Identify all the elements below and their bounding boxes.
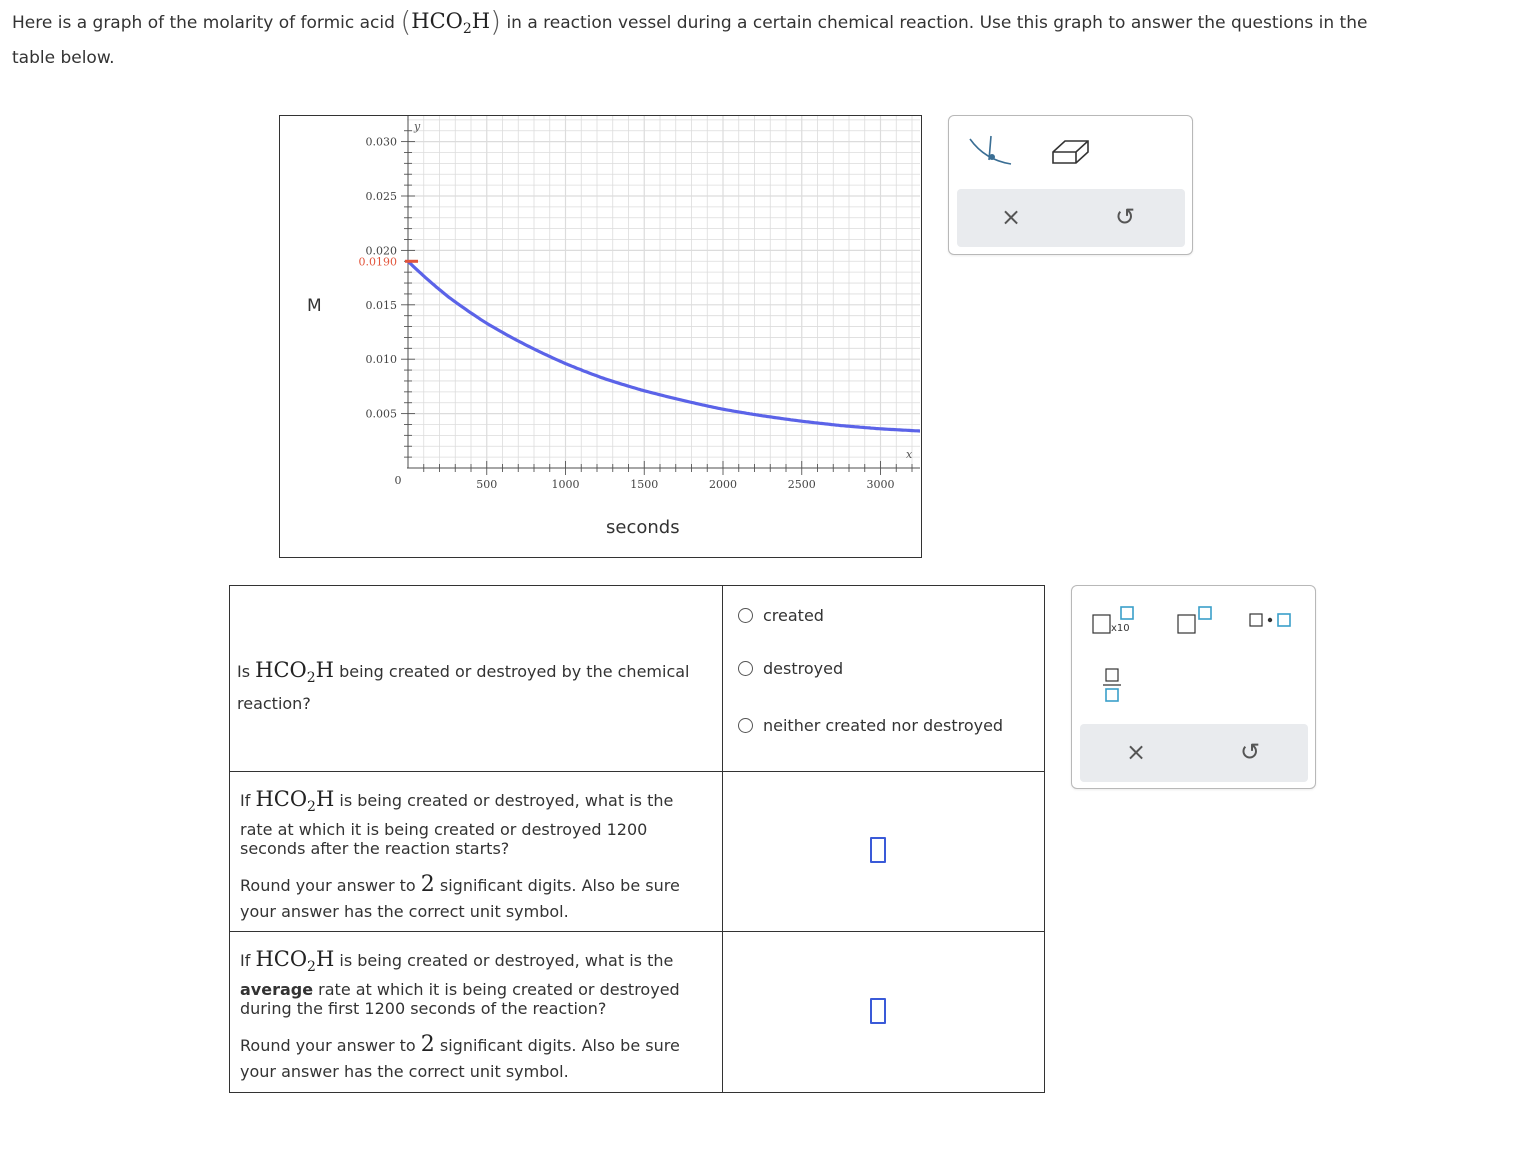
- question-table: [229, 585, 1045, 1093]
- x-variable-label: x: [906, 448, 913, 461]
- y-tick-label: 0.030: [365, 135, 397, 149]
- y-tick-label: 0.005: [365, 407, 397, 421]
- q3-answer-cell: [723, 932, 1045, 1093]
- molarity-chart[interactable]: [280, 116, 920, 496]
- y-tick-label: 0.020: [365, 244, 397, 258]
- x-tick-label: 3000: [866, 478, 895, 491]
- multiply-dot-icon[interactable]: [1248, 612, 1292, 630]
- clear-button[interactable]: ×: [1001, 203, 1022, 231]
- formic-acid-formula: $HCO_2H$: [411, 9, 491, 37]
- q2-answer-cell: [723, 772, 1045, 932]
- radio-created[interactable]: [738, 608, 753, 623]
- x-tick-label: 1500: [630, 478, 659, 491]
- q2-prompt-cell: [230, 772, 723, 932]
- superscript-icon[interactable]: [1176, 606, 1216, 636]
- graph-toolbox: [948, 115, 1193, 255]
- q2-prompt: If $HCO_2H$ is being created or destroyed, what is the rate at which it is being created or destroyed 1200 seconds after the reaction starts? Round your answer to 2 significant digits. Also be sure your answer has the correct unit symbol.: [240, 787, 680, 921]
- origin-label: 0: [394, 474, 402, 487]
- x-tick-label: 2500: [787, 478, 816, 491]
- q3-prompt: If $HCO_2H$ is being created or destroyed, what is the average rate at which it is being created or destroyed during the first 1200 seconds of the reaction? Round your answer to 2 significant digits. Also be sure your answer has the correct unit symbol.: [240, 947, 680, 1081]
- y-tick-label: 0.025: [365, 190, 397, 203]
- radio-destroyed[interactable]: [738, 661, 753, 676]
- fraction-icon[interactable]: [1102, 666, 1122, 704]
- intro-text: Here is a graph of the molarity of formic acid $(HCO_2H)$ in a reaction vessel during a certain chemical reaction. Use this graph to answer the questions in the table below.: [12, 5, 1368, 68]
- x-axis-title: seconds: [606, 517, 680, 538]
- option-destroyed[interactable]: destroyed: [738, 659, 843, 678]
- q1-prompt: Is $HCO_2H$ being created or destroyed by the chemical reaction?: [237, 658, 690, 713]
- toolbox-action-bar: [957, 189, 1185, 247]
- y-variable-label: y: [414, 120, 421, 133]
- concentration-curve: [408, 261, 920, 431]
- x-tick-label: 2000: [709, 478, 737, 491]
- scientific-notation-icon[interactable]: [1092, 606, 1136, 636]
- q3-prompt-cell: [230, 932, 723, 1093]
- radio-neither[interactable]: [738, 718, 753, 733]
- curve-tool-icon[interactable]: [965, 130, 1015, 166]
- intro-line1-start: Here is a graph of the molarity of formic acid: [12, 13, 401, 33]
- q1-prompt-cell: [230, 586, 723, 772]
- initial-value-label: 0.0190: [358, 255, 397, 269]
- intro-line2: table below.: [12, 48, 115, 68]
- math-palette: [1071, 585, 1316, 789]
- palette-action-bar: [1080, 724, 1308, 782]
- undo-button[interactable]: ↺: [1115, 203, 1136, 231]
- y-tick-label: 0.015: [365, 298, 397, 312]
- q1-options-cell: [723, 586, 1045, 772]
- chart-grid: [407, 116, 920, 468]
- rate-1200s-input[interactable]: [870, 837, 886, 863]
- option-neither[interactable]: neither created nor destroyed: [738, 716, 1003, 735]
- palette-undo-button[interactable]: ↺: [1240, 738, 1261, 766]
- average-rate-input[interactable]: [870, 998, 886, 1024]
- option-created[interactable]: created: [738, 606, 824, 625]
- palette-clear-button[interactable]: ×: [1126, 738, 1147, 766]
- y-axis-title: M: [307, 296, 322, 316]
- x-tick-label: 1000: [551, 478, 580, 491]
- x10-label: x10: [1111, 623, 1130, 634]
- y-tick-label: 0.010: [365, 353, 397, 367]
- eraser-icon[interactable]: [1049, 136, 1091, 164]
- x-tick-label: 500: [476, 478, 498, 491]
- intro-line1-end: in a reaction vessel during a certain chemical reaction. Use this graph to answer the questions in the: [501, 13, 1368, 33]
